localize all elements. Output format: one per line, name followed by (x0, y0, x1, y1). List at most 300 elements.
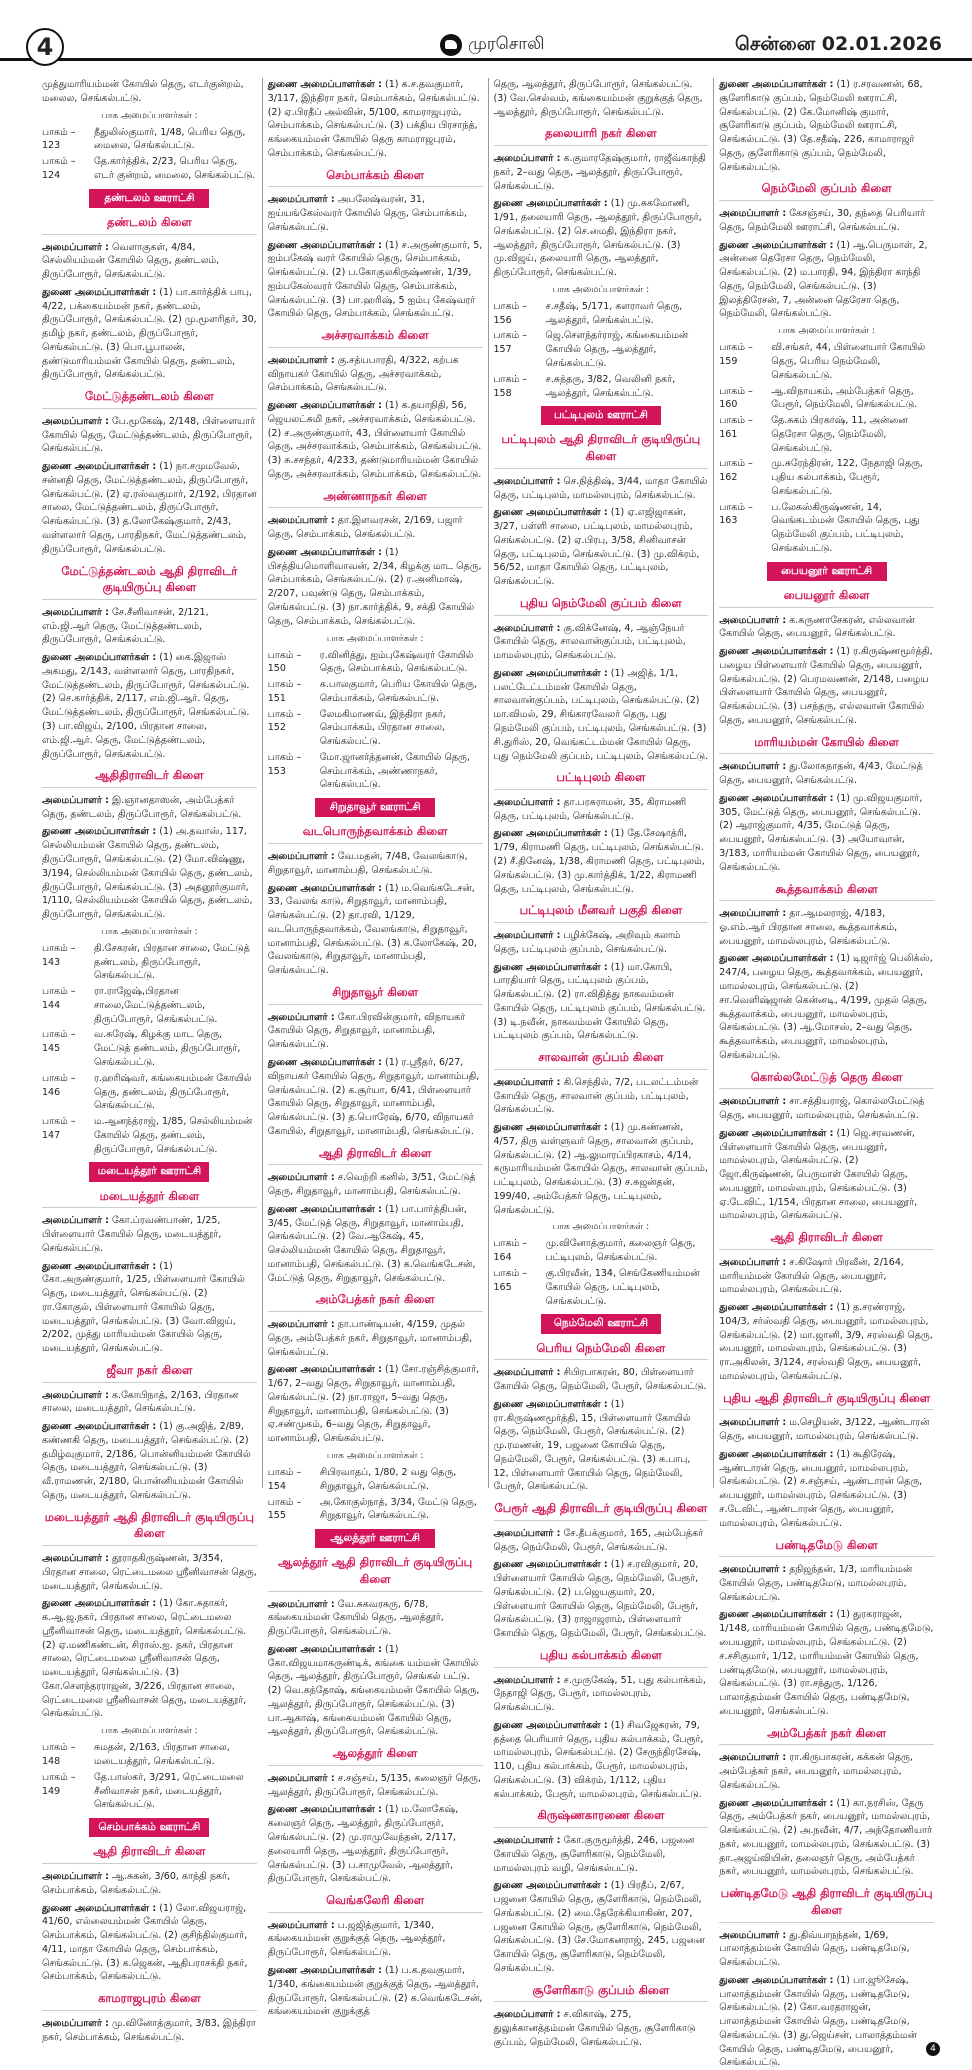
text: து.திவ்யாநந்தன், 1/69, பாலாத்தம்மன் கோயில் தெரு, பண்டிதமேடு, செங்கல்பட்டு. (719, 1929, 910, 1969)
part-number: பாகம் – 163 (719, 501, 753, 527)
part-text: ச.சுந்தரு, 3/82, வெலினி நகர், ஆலத்தூர், செங்கல்பட்டு. (545, 373, 676, 399)
part-text: ரா.ராஜேஷ்,பிரதான சாலை,மேட்டுத்தண்டலம், திருப்போரூர், செங்கல்பட்டு. (94, 986, 218, 1025)
branch-heading: பையனூர் கிளை (719, 587, 934, 608)
paragraph (719, 760, 934, 788)
subheading: பாக அமைப்பாளர்கள் : (326, 1450, 424, 1461)
label: அமைப்பாளர் : (719, 614, 787, 626)
part-text: ப.லேகஸ்கிருஷ்ணன், 14, வெங்கடம்மன் கோயில் தெரு, புது நெம்மேலி குப்பம், பட்டிபுலம், செங்கல்பட்டு. (771, 501, 920, 554)
label: துணை அமைப்பாளர்கள் : (42, 652, 157, 664)
paragraph (268, 546, 483, 629)
label: அமைப்பாளர் : (267, 1319, 335, 1331)
panchayat-band: செம்பாக்கம் ஊராட்சி (89, 1818, 209, 1837)
label: அமைப்பாளர் : (42, 1553, 109, 1565)
text: கோ.பிரவின்குமார், விநாயகர் கோயில் தெரு, சிறுதாவூர், மானாம்பதி, செங்கல்பட்டு. (267, 1011, 466, 1051)
label: அமைப்பாளர் : (719, 1564, 787, 1576)
branch-heading: சூளேரிகாடு குப்பம் கிளை (494, 1982, 709, 2003)
label: துணை அமைப்பாளர்கள் : (719, 1302, 834, 1314)
label: துணை அமைப்பாளர்கள் : (493, 1719, 608, 1731)
branch-heading: கூத்தவாக்கம் கிளை (719, 881, 934, 902)
part-text: மு.வினோத்குமார், கலைஞர் தெரு, பட்டிபுலம், செங்கல்பட்டு. (545, 1238, 696, 1264)
branch-heading: மேட்டுத்தண்டலம் ஆதி திராவிடர் குடியிருப்பு கிளை (42, 563, 257, 600)
text: (1) ஆ.பெருமாள், 2, அன்னை தெரேசா தெரு, நெம்மேலி, செங்கல்பட்டு. (2) ம.பாரதி, 94, இந்திரா காந்தி தெரு, நெம்மேலி, செங்கல்பட்டு. (3) இலத்திரேசன், 7, அன்னை தெரேசா தெரு, நெம்மேலி, செங்கல்பட்டு. (719, 239, 928, 320)
text: இ.ஞானதாஸன், அம்பேத்கர் தெரு, தண்டலம், திருப்போரூர், செங்கல்பட்டு. (42, 794, 242, 820)
text: (1) நா.சமுமவேல், சன்னதி தெரு, மேட்டுத்தண்டலம், திருப்போரூர், செங்கல்பட்டு. (2) ஏ.ரஸ்வகுமார், 2/192, பிரதான சாலை, மேட்டுத்தண்டலம், திருப்போரூர், செங்கல்பட்டு. (3) த.லோகேஷ்குமார், 2/43, வள்ளலார் தெரு, பாரதிநகர், மேட்டுத்தண்டலம், திருப்போரூர், செங்கல்பட்டு. (42, 461, 257, 555)
label: அமைப்பாளர் : (719, 1417, 787, 1429)
paragraph (42, 825, 257, 921)
part-number: பாகம் – 162 (719, 458, 753, 484)
paragraph (42, 1389, 257, 1417)
label: துணை அமைப்பாளர்கள் : (267, 400, 382, 412)
text: (1) பா.பார்த்திபன், 3/45, மேட்டுத் தெரு, சிறுதாவூர், மானாம்பதி, செங்கல்பட்டு. (2) வே.ஆகேஷ், 45, செல்லியம்மன் கோயில் தெரு, சிறுதாவூர், மானாம்பதி, செங்கல்பட்டு. (3) க.வெங்கடேசன், மேட்டுத் தெரு, சிறுதாவூர், செங்கல்பட்டு. (267, 1203, 476, 1284)
paragraph (42, 286, 257, 382)
branch-heading: அம்பேத்கர் நகர் கிளை (719, 1725, 934, 1746)
paragraph (268, 1964, 483, 2019)
paragraph (494, 1398, 709, 1494)
branch-heading: புதிய நெம்மேலி குப்பம் கிளை (494, 595, 709, 616)
part-text: ர.வினித்து, ஐம்புகேஷ்வரர் கோயில் தெரு, செம்பாக்கம், செங்கல்பட்டு. (319, 649, 474, 675)
text: (1) மு.கண்ணன், 4/57, திரு வள்ளுவர் தெரு, சாலவான் குப்பம், செங்கல்பட்டு. (2) ஆ.லுமாரப்பிரகாசம், 4/14, கருமாரியம்மன் கோயில் தெரு, சாலவான் குப்பம், பட்டிபுலம், செங்கல்பட்டு. (3) ச.சுஜன்தன், 199/40, அம்பேத்கர் தெரு, பட்டிபுலம், செங்கல்பட்டு. (493, 1122, 708, 1216)
text: ச.முருகேஷ், 51, புது கல்பாக்கம், நேதாஜி தெரு, பேரூர், மாமல்லபுரம், செங்கல்பட்டு. (493, 1674, 706, 1714)
text: மு.வினோத்குமார், 3/83, இந்திரா நகர், செம்பாக்கம், செங்கல்பட்டு. (42, 2017, 256, 2043)
part-text: அ.கோகுல்நாத், 3/34, மேட்டு தெரு, சிறுதாவூர், செங்கல்பட்டு. (319, 1496, 477, 1522)
paragraph (42, 2017, 257, 2045)
branch-heading: மேட்டுத்தண்டலம் கிளை (42, 388, 257, 409)
label: அமைப்பாளர் : (493, 1835, 561, 1847)
part-text: லேமகிமாணவ், இந்திரா நகர், செம்பாக்கம், பிரதான சாலை, செங்கல்பட்டு. (319, 708, 446, 748)
paragraph (42, 651, 257, 761)
part-text: சிபிரவாதப், 1/80, 2 வது தெரு, சிறுதாவூர், செங்கல்பட்டு. (319, 1466, 457, 1492)
panchayat-band: சிறுதாவூர் ஊராட்சி (315, 798, 435, 817)
text: (1) ர.கிருஷ்ணமூர்த்தி, பழைய பிள்ளையார் கோயில் தெரு, பையனூர், செங்கல்பட்டு. (2) பெரமவணன், 2/148, பழைய பிள்ளையார் கோயில் தெரு, பையனூர், செங்கல்பட்டு. (3) பசந்தரு, எல்லவான் கோயில் தெரு, பையனூர், செங்கல்பட்டு. (719, 646, 933, 726)
label: துணை அமைப்பாளர்கள் : (493, 1122, 608, 1134)
part-row (268, 1496, 483, 1524)
subheading: பாக அமைப்பாளர்கள் : (552, 284, 650, 295)
label: அமைப்பாளர் : (493, 1076, 561, 1088)
part-number: பாகம் – 155 (267, 1496, 302, 1522)
paragraph (268, 399, 483, 482)
paragraph (268, 239, 483, 322)
part-row (268, 649, 483, 677)
part-number: பாகம் – 164 (493, 1238, 528, 1264)
text: சே.தீபக்குமார், 165, அம்பேத்கர் தெரு, நெம்மேலி, பேரூர், செங்கல்பட்டு. (493, 1527, 704, 1553)
paragraph (719, 614, 934, 642)
text: ச.கிஷோர் பிரவீன், 2/164, மாரியம்மன் கோயில் தெரு, பையனூர், மாமல்லபுரம், செங்கல்பட்டு. (719, 1256, 904, 1296)
text: (1) மு.விஜயகுமார், 305, மேட்டுத் தெரு, பையனூர், செங்கல்பட்டு. (2) ஆராஜ்குமார், 4/35, மேட்டுத் தெரு, பையனூர், செங்கல்பட்டு. (3) அயோவான், 3/183, மாரியம்மன் கோயில் தெரு, பையனூர், செங்கல்பட்டு. (719, 792, 923, 873)
branch-heading: பெரிய நெம்மேலி கிளை (494, 1340, 709, 1361)
part-text: ர.ஹரிஷ்வர், கங்கையம்மன் கோயில் தெரு, தண்டலம், திருப்போரூர், செங்கல்பட்டு. (94, 1072, 252, 1112)
text: (1) சிவஜேகரன், 79, தத்தை பெரியார் தெரு, புதிய கல்பாக்கம், பேரூர், மாமல்லபுரம், செங்கல்பட்டு. (2) சேருந்திரசேஷ், 110, புதிய கல்பாக்கம், பேரூர், மாமல்லபுரம், செங்கல்பட்டு. (3) விக்ரம், 1/112, புதிய கல்பாக்கம், பேரூர், மாமல்லபுரம், செங்கல்பட்டு. (493, 1719, 704, 1800)
panchayat-band: பையனூர் ஊராட்சி (767, 562, 887, 581)
part-number: பாகம் – 153 (267, 751, 302, 777)
part-text: க.பாலகுமார், பெரிய கோயில் தெரு, செம்பாக்கம், செங்கல்பட்டு. (319, 679, 478, 704)
paragraph (42, 1870, 257, 1898)
label: துணை அமைப்பாளர்கள் : (493, 1559, 608, 1571)
label: அமைப்பாளர் : (267, 1598, 335, 1610)
label: துணை அமைப்பாளர்கள் : (267, 1643, 382, 1655)
paragraph (268, 1011, 483, 1052)
branch-heading: செம்பாக்கம் கிளை (268, 167, 483, 188)
text: (1) ம.வெங்கடேசன், 33, வேலங் காடு, சிறுதாவூர், மானாம்பதி, செங்கல்பட்டு. (2) தா.ரவி, 1/129, வடபொருந்தவாக்கம், வேலங்காடு, சிறுதாவூர், மானாம்பதி, செங்கல்பட்டு. (3) க.லோகேஷ், 20, வேலங்காடு, சிறுதாவூர், மானாம்பதி, செங்கல்பட்டு. (267, 882, 477, 977)
part-row (42, 1028, 257, 1069)
part-number: பாகம் – 157 (493, 330, 528, 356)
text: வெளாகுகள், 4/84, செல்லியம்மன் கோயில் தெரு, தண்டலம், திருப்போரூர், செங்கல்பட்டு. (42, 241, 220, 281)
text: (1) தே.சேஷாத்ரி, 1/79, கிராமணி தெரு, பட்டிபுலம், செங்கல்பட்டு. (2) சீ.தினேஷ், 1/38, கிராமணி தெரு, பட்டிபுலம், செங்கல்பட்டு. (3) மு.கார்த்திக், 1/22, கிராமணி தெரு, பட்டிபுலம், செங்கல்பட்டு. (493, 828, 705, 895)
subheading: பாக அமைப்பாளர்கள் : (101, 926, 198, 937)
paragraph (494, 827, 709, 896)
paragraph (268, 193, 483, 234)
part-row (42, 1771, 257, 1812)
text: சே.சீனிவாசன், 2/121, எம்.ஜி.ஆர் தெரு, மேட்டுத்தண்டலம், திருப்போரூர், செங்கல்பட்டு. (42, 606, 209, 646)
paragraph (268, 1318, 483, 1359)
label: அமைப்பாளர் : (267, 1011, 335, 1023)
label: அமைப்பாளர் : (42, 1215, 109, 1227)
branch-heading: ஜீவா நகர் கிளை (42, 1362, 257, 1383)
text: (1) பா.ஜூசேஷ், பாலாத்தம்மன் கோயில் தெரு, பண்டிதமேடு, செங்கல்பட்டு. (2) கோ.வரதராஜன், பாலாத்தம்மன் கோயில் தெரு, பண்டிதமேடு, செங்கல்பட்டு. (3) து.ஜெய்சன், பாலாத்தம்மன் கோயில் தெரு, பண்டிதமேடு, பையனூர், செங்கல்பட்டு. (719, 1974, 917, 2069)
label: துணை அமைப்பாளர்கள் : (267, 882, 382, 894)
text: (1) பிரதீப், 2/67, பஜனை கோயில் தெரு, சூளேரிகாடு, நெம்மேலி, செங்கல்பட்டு. (2) மை.தேரேக்கியாகிண், 207, பஜனை கோயில் தெரு, சூளேரிகாடு, நெம்மேலி, செங்கல்பட்டு. (3) சே.மோகனராஜ், 245, பஜனை கோயில் தெரு, சூளேரிகாடு, நெம்மேலி, செங்கல்பட்டு. (493, 1880, 705, 1975)
paragraph (268, 1171, 483, 1199)
text: ம.செழியன், 3/122, ஆண்டாரன் தெரு, பையனூர், மாமல்லபுரம், செங்கல்பட்டு. (719, 1417, 930, 1443)
part-number: பாகம் – 156 (493, 300, 528, 326)
paragraph (719, 792, 934, 875)
label: அமைப்பாளர் : (719, 208, 787, 220)
paragraph (494, 1879, 709, 1975)
subheading: பாக அமைப்பாளர்கள் : (101, 110, 198, 121)
part-number: பாகம் – 148 (42, 1742, 76, 1768)
paragraph (494, 1121, 709, 1217)
label: அமைப்பாளர் : (42, 1389, 109, 1401)
label: துணை அமைப்பாளர்கள் : (267, 546, 382, 558)
part-row (494, 373, 709, 401)
paragraph (719, 207, 934, 235)
paragraph (42, 415, 257, 456)
part-row (719, 341, 934, 382)
paragraph (42, 606, 257, 647)
text: கி.செந்தில், 7/2, படலட்டம்மன் கோயில் தெரு, சாலவான் குப்பம், பட்டிபுலம், செங்கல்பட்டு. (493, 1076, 699, 1116)
part-row (268, 678, 483, 706)
paragraph (42, 1214, 257, 1255)
text: கோ.ப்ரவண்பாண், 1/25, பிள்ளையார் கோயில் தெரு, மடையத்தூர், செங்கல்பட்டு. (42, 1215, 222, 1254)
masthead (440, 34, 545, 56)
label: துணை அமைப்பாளர்கள் : (719, 1609, 834, 1621)
text: ச.சஞ்சய், 5/135, கலைஞர் தெரு, ஆலத்தூர், திருப்போரூர், செங்கல்பட்டு. (267, 1772, 481, 1798)
branch-heading: மடையத்தூர் ஆதி திராவிடர் குடியிருப்பு கிளை (42, 1509, 257, 1546)
label: துணை அமைப்பாளர்கள் : (267, 1965, 382, 1977)
part-text: தே.பாஸ்கர், 3/291, ரெட்டைமலை சீனிவாசன் நகர், மடையத்தூர், செங்கல்பட்டு. (94, 1771, 244, 1811)
text: (1) லோ.விஜயராஜ், 41/60, எல்லையம்மன் கோயில் தெரு, செம்பாக்கம், செங்கல்பட்டு. (2) குசிந்தில்குமார், 4/11, மாதா கோயில் தெரு, செம்பாக்கம், செங்கல்பட்டு. (3) க.ஜெகன், ஆதிபராசக்தி நகர், செம்பாக்கம், செங்கல்பட்டு. (42, 1902, 248, 1983)
part-row (42, 985, 257, 1026)
text: நா.பாண்டியன், 4/159, முதல் தெரு, அம்பேத்கர் நகர், சிறுதாவூர், மானாம்பதி, செங்கல்பட்டு. (267, 1319, 473, 1358)
branch-heading: மாரியம்மன் கோயில் கிளை (719, 734, 934, 755)
label: அமைப்பாளர் : (267, 354, 335, 366)
paragraph (42, 1552, 257, 1593)
branch-heading: நெம்மேலி குப்பம் கிளை (719, 180, 934, 201)
panchayat-band: பட்டிபுலம் ஊராட்சி (541, 406, 661, 425)
text: (1) மா.கோபி, பாரதியார் தெரு, பட்டிபுலம் குப்பம், செங்கல்பட்டு. (2) ரா.விதித்து நாகவம்மன் கோயில் தெரு, பட்டிபுலம் குப்பம், செங்கல்பட்டு. (3) டி.நவீன், நாகவம்மன் கோயில் தெரு, பட்டிபுலம் குப்பம், செங்கல்பட்டு. (493, 961, 706, 1042)
paragraph (719, 952, 934, 1062)
text: (1) ம.லோகேஷ், கலைஞர் தெரு, ஆலத்தூர், திருப்போரூர், செங்கல்பட்டு. (2) மு.ராமுவேந்தன், 2/117, தலையாரி தெரு, ஆலத்தூர், திருப்போரூர், செங்கல்பட்டு. (3) ப.சாமுவேல், ஆலத்தூர், திருப்போரூர், செங்கல்பட்டு. (267, 1804, 459, 1885)
label: அமைப்பாளர் : (719, 1256, 787, 1268)
branch-heading: ஆதி திராவிடர் கிளை (719, 1229, 934, 1250)
paragraph (494, 929, 709, 957)
label: அமைப்பாளர் : (42, 241, 109, 253)
part-row (268, 708, 483, 749)
label: துணை அமைப்பாளர்கள் : (42, 1598, 157, 1610)
paragraph (719, 645, 934, 728)
label: அமைப்பாளர் : (493, 1674, 561, 1686)
paragraph (268, 78, 483, 161)
part-text: கு.பிரவீன், 134, செங்கேணியம்மன் கோயில் தெரு, பட்டிபுலம், செங்கல்பட்டு. (545, 1268, 700, 1307)
paragraph (268, 1598, 483, 1639)
text: பழிக்கேஷ், அறிவும் கலாம் தெரு, பட்டிபுலம் குப்பம், செங்கல்பட்டு. (493, 929, 681, 955)
label: அமைப்பாளர் : (42, 794, 109, 806)
part-row (494, 1237, 709, 1265)
paragraph (268, 354, 483, 395)
label: துணை அமைப்பாளர்கள் : (267, 239, 382, 251)
text: (1) சோ.ரஞ்சித்குமார், 1/67, 2–வது தெரு, சிறுதாவூர், மானாம்பதி, செங்கல்பட்டு. (2) நா.ராஜா, 5–வது தெரு, சிறுதாவூர், மானாம்பதி, செங்கல்பட்டு. (3) ஏ.சண்முகம், 6–வது தெரு, சிறுதாவூர், மானாம்பதி, செங்கல்பட்டு. (267, 1364, 480, 1445)
footer-page-number: 4 (926, 2042, 940, 2056)
text: (1) ர.ஸ்ரீதர், 6/27, விநாயகர் கோயில் தெரு, சிறுதாவூர், மானாம்பதி, செங்கல்பட்டு. (2) க.சூர்யா, 6/41, பிள்ளையார் கோயில் தெரு, சிறுதாவூர், மானாம்பதி, செங்கல்பட்டு. (3) த.பொரேஷ், 6/70, விநாயகர் கோயில், சிறுதாவூர், மானாம்பதி, செங்கல்பட்டு. (267, 1056, 480, 1137)
part-text: தி.சேகரன், பிரதான சாலை, மேட்டுத் தண்டலம், திருப்போரூர், செங்கல்பட்டு. (94, 942, 250, 982)
text: வே.சுகவரசுரு, 6/78, கங்கையம்மன் கோயில் தெரு, ஆலத்தூர், திருப்போரூர், செங்கல்பட்டு. (267, 1598, 444, 1638)
label: அமைப்பாளர் : (267, 851, 335, 863)
text: ஆ.சுகன், 3/60, காந்தி நகர், செம்பாக்கம், செங்கல்பட்டு. (42, 1871, 230, 1896)
label: அமைப்பாளர் : (267, 194, 335, 206)
label: அமைப்பாளர் : (719, 1096, 787, 1108)
label: துணை அமைப்பாளர்கள் : (719, 1797, 834, 1809)
subheading: பாக அமைப்பாளர்கள் : (101, 1726, 198, 1737)
text: (1) கு.அஜித், 2/89, கண்ணகி தெரு, மடையத்தூர், செங்கல்பட்டு. (2) தமிழ்வுகுமார், 2/186, பொன்னியம்மன் கோயில் தெரு, மடையத்தூர், செங்கல்பட்டு. (3) வீ.ராமணன், 2/180, பொன்னியம்மன் கோயில் தெரு, மடையத்தூர், செங்கல்பட்டு. (42, 1421, 251, 1501)
paragraph (268, 1203, 483, 1286)
paragraph (494, 667, 709, 763)
text: க.கோபிநாத், 2/163, பிரதான சாலை, மடையத்தூர், செங்கல்பட்டு. (42, 1389, 239, 1415)
label: அமைப்பாளர் : (719, 761, 787, 773)
part-number: பாகம் – 146 (42, 1072, 76, 1098)
paragraph (494, 796, 709, 824)
label: துணை அமைப்பாளர்கள் : (42, 1902, 157, 1914)
paragraph (719, 1608, 934, 1718)
text: ப.ஜஜித்குமார், 1/340, கங்கையம்மன் குறுக்குத் தெரு, ஆலத்தூர், திருப்போரூர், செங்கல்பட்டு. (267, 1919, 446, 1959)
paragraph (719, 239, 934, 322)
part-number: பாகம் – 159 (719, 342, 753, 367)
branch-heading: அச்சரவாக்கம் கிளை (268, 327, 483, 348)
branch-heading: தலையாரி நகர் கிளை (494, 125, 709, 146)
part-row (494, 329, 709, 370)
paragraph (42, 1902, 257, 1985)
paragraph (268, 1643, 483, 1739)
part-number: பாகம் – 143 (42, 942, 76, 968)
text: தா.பரசுராமன், 35, கிராமணி தெரு, பட்டிபுலம், செங்கல்பட்டு. (493, 796, 687, 822)
panchayat-band: ஆலத்தூர் ஊராட்சி (315, 1529, 435, 1548)
paragraph (719, 1095, 934, 1123)
label: அமைப்பாளர் : (267, 515, 335, 527)
text: (1) பிசத்தியமொளிவாவன், 2/34, கிழக்கு மாட தெரு, செம்பாக்கம், செங்கல்பட்டு. (2) ர.அனிமாஷ், 2/207, பவுண்டு தெரு, செம்பாக்கம், செங்கல்பட்டு. (3) நா.கார்த்திக், 9, சக்தி கோயில் தெரு, செம்பாக்கம், செங்கல்பட்டு. (267, 546, 482, 627)
column-3 (489, 78, 715, 2048)
paragraph (42, 794, 257, 822)
paragraph (494, 1527, 709, 1555)
paragraph (719, 1563, 934, 1604)
part-row (719, 385, 934, 413)
label: துணை அமைப்பாளர்கள் : (719, 1448, 834, 1460)
label: அமைப்பாளர் : (719, 1752, 787, 1764)
label: துணை அமைப்பாளர்கள் : (719, 646, 834, 658)
branch-heading: ஆதி திராவிடர் கிளை (42, 1843, 257, 1864)
text: (1) மு.சுகமோணி, 1/91, தலையாரி தெரு, ஆலத்தூர், திருப்போரூர், செங்கல்பட்டு. (2) செ.மைதி, இந்திரா நகர், ஆலத்தூர், திருப்போரூர், செங்கல்பட்டு. (3) மு.விஜய், தலையாரி தெரு, ஆலத்தூர், திருப்போரூர், செங்கல்பட்டு. (493, 198, 702, 279)
paragraph (42, 1420, 257, 1503)
part-number: பாகம் – 123 (42, 126, 76, 152)
part-row (719, 414, 934, 455)
branch-heading: ஆதி திராவிடர் கிளை (268, 1145, 483, 1166)
branch-heading: தண்டலம் கிளை (42, 214, 257, 235)
text: (1) த.சரண்ராஜ், 104/3, சர்ஸ்வதி தெரு, பையனூர், மாமல்லபுரம், செங்கல்பட்டு. (2) மா.ஜானி, 3/9, சரஸ்வதி தெரு, பையனூர், மாமல்லபுரம், செங்கல்பட்டு. (3) ரா.அகிலன், 3/124, சரஸ்வதி தெரு, பையனூர், மாமல்லபுரம், செங்கல்பட்டு. (719, 1302, 933, 1382)
text: (1) கா.நரசிஸ், தேரு தெரு, அம்பேத்கர் நகர், பையனூர், மாமல்லபுரம், செங்கல்பட்டு. (2) அ.நவீன், 4/7, அந்தோணியார் நகர், பையனூர், மாமல்லபுரம், செங்கல்பட்டு. (3) தா.அஜய்வியின், தலைஞர் தெரு, அம்பேத்கர் நகர், பையனூர், மாமல்லபுரம், செங்கல்பட்டு. (719, 1797, 932, 1878)
subheading: பாக அமைப்பாளர்கள் : (552, 1222, 650, 1233)
part-row (268, 751, 483, 792)
part-text: ஜெ.சௌந்தர்ராஜ், கங்கையம்மன் கோயில் தெரு, ஆலத்தூர், செங்கல்பட்டு. (545, 330, 689, 369)
paragraph (494, 2008, 709, 2049)
text: (1) ரா.கிருஷ்ணமூர்த்தி, 15, பிள்ளையார் கோயில் தெரு, நெம்மேலி, பேரூர், செங்கல்பட்டு. (2) மு.ரமணன், 19, பஜனை கோயில் தெரு, நெம்மேலி, பேரூர், செங்கல்பட்டு. (3) சு.பாபு, 12, பிள்ளையார் கோயில் தெரு, நெம்மேலி, பேரூர், செங்கல்பட்டு. (493, 1398, 691, 1493)
label: அமைப்பாளர் : (42, 2017, 109, 2029)
paragraph (494, 197, 709, 280)
part-text: வி.சங்கர், 44, பிள்ளையார் கோயில் தெரு, பெரிய நெம்மேலி, செங்கல்பட்டு. (771, 342, 926, 381)
page-header (0, 0, 972, 61)
text: சா.சத்தியராஜ், கொல்லமேட்டுத் தெரு, பையனூர், மாமல்லபுரம், செங்கல்பட்டு. (719, 1096, 925, 1122)
paragraph (42, 1597, 257, 1721)
label: அமைப்பாளர் : (493, 796, 561, 808)
part-text: மு.சுரேந்திரன், 122, நேதாஜி தெரு, புதிய கல்பாக்கம், பேரூர், செங்கல்பட்டு. (771, 458, 923, 497)
label: துணை அமைப்பாளர்கள் : (493, 198, 608, 210)
newspaper-logo-icon (440, 34, 462, 56)
part-row (268, 1466, 483, 1494)
paragraph (494, 152, 709, 193)
label: துணை அமைப்பாளர்கள் : (493, 1880, 608, 1892)
branch-heading: காமராஜபுரம் கிளை (42, 1990, 257, 2011)
paragraph (719, 1127, 934, 1223)
paragraph (494, 1834, 709, 1875)
dateline: சென்னை 02.01.2026 (735, 33, 942, 55)
branch-heading: அம்பேத்கர் நகர் கிளை (268, 1291, 483, 1312)
text: (1) க.ச.தவகுமார், 3/117, இந்திரா நகர், செம்பாக்கம், செங்கல்பட்டு. (2) ஏ.பிரதீப் அல்வின், 5/100, காமராஜபுரம், செம்பாக்கம், செங்கல்பட்டு. (3) பக்திய பிரசாந்த், கங்கையம்மன் கோயில் தெரு காமராஜபுரம், செம்பாக்கம், செங்கல்பட்டு. (267, 79, 480, 159)
part-text: ச.சதீஷ், 5/171, களராவர் தெரு, ஆலத்தூர், செங்கல்பட்டு. (545, 300, 683, 326)
paragraph (42, 241, 257, 282)
branch-heading: புதிய கல்பாக்கம் கிளை (494, 1647, 709, 1668)
text: கேசஞ்சய், 30, தந்தை பெரியார் தெரு, நெம்மேலி ஊராட்சி, செங்கல்பட்டு. (719, 208, 925, 233)
text: (1) ஏ.எஜிஜாகன், 3/27, பள்ளி சாலை, பட்டிபுலம், மாமல்லபுரம், செங்கல்பட்டு. (2) ஏ.பிரபு, 3/58, சினிவாசன் தெரு, பட்டிபுலம், செங்கல்பட்டு. (3) மு.விக்ரம், 56/52, மாதா கோயில் தெரு, பட்டிபுலம், செங்கல்பட்டு. (493, 507, 700, 588)
paragraph (494, 506, 709, 589)
part-number: பாகம் – 158 (493, 373, 528, 399)
label: அமைப்பாளர் : (493, 1527, 561, 1539)
branch-heading: ஆலத்தூர் கிளை (268, 1745, 483, 1766)
label: துணை அமைப்பாளர்கள் : (267, 1056, 382, 1068)
label: அமைப்பாளர் : (493, 475, 561, 487)
part-number: பாகம் – 161 (719, 415, 753, 440)
paragraph (268, 850, 483, 878)
paragraph (719, 1416, 934, 1444)
branch-heading: மடையத்தூர் கிளை (42, 1188, 257, 1209)
text: (1) துரகராஜன், 1/148, மாரியம்மன் கோயில் தெரு, பண்டிதமேடு, பையனூர், மாமல்லபுரம், செங்கல்பட்டு. (2) ச.சசிகுமார், 1/12, மாரியம்மன் கோயில் தெரு, பண்டிதமேடு, பையனூர், மாமல்லபுரம், செங்கல்பட்டு. (3) ரா.சந்துரு, 1/126, பாலாத்தம்மன் கோயில் தெரு, பண்டிதமேடு, பையனூர், செங்கல்பட்டு. (719, 1609, 934, 1717)
part-number: பாகம் – 150 (267, 649, 302, 675)
label: துணை அமைப்பாளர்கள் : (719, 1974, 834, 1986)
label: அமைப்பாளர் : (493, 622, 561, 634)
label: துணை அமைப்பாளர்கள் : (719, 1127, 834, 1139)
paragraph (268, 1363, 483, 1446)
part-number: பாகம் – 147 (42, 1116, 76, 1141)
subheading: பாக அமைப்பாளர்கள் : (778, 326, 875, 337)
paragraph (494, 961, 709, 1044)
text: (1) பா.கார்த்திக் பாபு, 4/22, பக்கையம்மன் நகர், தண்டலம், திருப்போரூர், செங்கல்பட்டு. (2) மு.மூளரிதர், 30, தமிழ் நகர், தண்டலம், திருப்போரூர், செங்கல்பட்டு. (3) பொ.பூபாலன், தண்டுமாரியம்மன் கோயில் தெரு, தண்டலம், திருப்போரூர், செங்கல்பட்டு. (42, 286, 257, 381)
paragraph (494, 1558, 709, 1641)
text: பே.மூகேஷ், 2/148, பிள்ளையார் கோயில் தெரு, மேட்டுத்தண்டலம், திருப்போரூர், செங்கல்பட்டு. (42, 415, 256, 455)
label: துணை அமைப்பாளர்கள் : (719, 792, 834, 804)
label: துணை அமைப்பாளர்கள் : (493, 961, 608, 973)
text: (1) அ.தவாஸ், 117, செல்லியம்மன் கோயில் தெரு, தண்டலம், திருப்போரூர், செங்கல்பட்டு. (2) மோ.விஷ்ணு, 3/194, செல்லியம்மன் கோயில் தெரு, தண்டலம், திருப்போரூர், செங்கல்பட்டு. (3) அதனூர்குமார், 1/110, செல்லியம்மன் கோயில் தெரு, தண்டலம், திருப்போரூர், செங்கல்பட்டு. (42, 826, 253, 921)
paragraph (719, 78, 934, 174)
label: அமைப்பாளர் : (493, 929, 561, 941)
text: (1) ர.சரவணன், 68, சூளேரிகாடு குப்பம், நெம்மேலி ஊராட்சி, செங்கல்பட்டு. (2) கே.மோனிஷ் குமார், சூளேரிகாடு குப்பம், நெம்மேலி ஊராட்சி, செங்கல்பட்டு. (3) தே.சதீஷ், 226, காமாராஜர் தெரு, சூளேரிகாடு குப்பம், நெம்மேலி, செங்கல்பட்டு. (719, 79, 923, 173)
subheading: பாக அமைப்பாளர்கள் : (326, 633, 424, 644)
branch-heading: அண்ணாநகர் கிளை (268, 488, 483, 509)
newspaper-name: முரசொலி (468, 34, 545, 54)
label: துணை அமைப்பாளர்கள் : (493, 1398, 608, 1410)
branch-heading: புதிய ஆதி திராவிடர் குடியிருப்பு கிளை (719, 1390, 934, 1411)
text: வே.மதன், 7/48, வேலங்காடு, சிறுதாவூர், மானாம்பதி, செங்கல்பட்டு. (267, 851, 468, 876)
label: அமைப்பாளர் : (267, 1172, 335, 1184)
part-text: மோ.ஜானர்த்தனன், கோயில் தெரு, செம்பாக்கம், அண்ணாநகர், செங்கல்பட்டு. (319, 751, 470, 791)
branch-heading: கொல்லமேட்டுத் தெரு கிளை (719, 1069, 934, 1090)
part-number: பாகம் – 144 (42, 986, 76, 1011)
text: (1) க.தயாநிதி, 56, ஜெயலட்சுமி நகர், அச்சரவாக்கம், செங்கல்பட்டு. (2) ச.அருண்குமார், 43, பிள்ளையார் கோயில் தெரு, அச்சரவாக்கம், செம்பாக்கம், செங்கல்பட்டு. (3) சு.சசந்தர், 4/233, தண்டுமாரியம்மன் கோயில் தெரு, அச்சரவாக்கம், செம்பாக்கம், செங்கல்பட்டு. (267, 400, 482, 480)
part-row (494, 1267, 709, 1308)
part-number: பாகம் – 151 (267, 679, 302, 704)
text: கு.விக்னேஷ், 4, ஆஞ்நேயர் கோயில் தெரு, சாலவான்குப்பம், பட்டிபுலம், மாமல்லபுரம், செங்கல்பட்டு. (493, 622, 686, 662)
branch-heading: பட்டிபுலம் மீனவர் பகுதி கிளை (494, 902, 709, 923)
part-row (42, 1115, 257, 1156)
label: அமைப்பாளர் : (719, 908, 787, 920)
label: துணை அமைப்பாளர்கள் : (493, 828, 608, 840)
label: துணை அமைப்பாளர்கள் : (719, 79, 834, 90)
part-row (719, 457, 934, 498)
label: துணை அமைப்பாளர்கள் : (267, 1364, 382, 1376)
paragraph (494, 1076, 709, 1117)
branch-heading: ஆலத்தூர் ஆதி திராவிடர் குடியிருப்பு கிளை (268, 1554, 483, 1591)
part-number: பாகம் – 124 (42, 156, 76, 181)
label: அமைப்பாளர் : (42, 415, 109, 427)
label: துணை அமைப்பாளர்கள் : (493, 667, 608, 679)
text: (1) கை.இஜாஸ் அகமது, 2/143, வள்ளலார் தெரு, பாரதிநகர், மேட்டுத்தண்டலம், திருப்போரூர், செங்கல்பட்டு. (2) செ.கார்த்திக், 2/117, எம்.ஜி.ஆர். தெரு, மேட்டுத்தண்டலம், திருப்போரூர், செங்கல்பட்டு. (3) பா.விஜய், 2/100, பிரதான சாலை, எம்.ஜி.ஆர். தெரு, மேட்டுத்தண்டலம், திருப்போரூர், செங்கல்பட்டு. (42, 652, 250, 760)
branch-heading: பட்டிபுலம் கிளை (494, 769, 709, 790)
part-text: வ.சுரேஷ், கிழக்கு மாட தெரு, மேட்டுத் தண்டலம், திருப்போரூர், செங்கல்பட்டு. (94, 1029, 241, 1069)
paragraph: முத்துமாரியம்மன் கோயில் தெரு, எடர்குன்றம், மலைல, செங்கல்பட்டு. (42, 79, 244, 104)
part-row (42, 1072, 257, 1113)
branch-heading: பேரூர் ஆதி திராவிடர் குடியிருப்பு கிளை (494, 1500, 709, 1521)
paragraph (494, 1366, 709, 1394)
label: துணை அமைப்பாளர்கள் : (719, 239, 834, 251)
branch-heading: வடபொருந்தவாக்கம் கிளை (268, 823, 483, 844)
article-columns (37, 78, 939, 2069)
branch-heading: ஆதிதிராவிடர் கிளை (42, 767, 257, 788)
paragraph (494, 1674, 709, 1715)
label: துணை அமைப்பாளர்கள் : (493, 507, 608, 519)
paragraph (268, 514, 483, 542)
part-number: பாகம் – 149 (42, 1771, 76, 1797)
label: அமைப்பாளர் : (267, 1772, 335, 1784)
branch-heading: சிறுதாவூர் கிளை (268, 984, 483, 1005)
text: (1) ஜெ.சரவணன், பிள்ளையார் கோயில் தெரு, பையனூர், மாமல்லபுரம், செங்கல்பட்டு. (2) ஜோ.கிருஷ்ணன், பெருமாள் கோயில் தெரு, பையனூர், மாமல்லபுரம், செங்கல்பட்டு. (3) ஏ.டேவிட், 1/154, பிரதான சாலை, பையனூர், மாமல்லபுரம், செங்கல்பட்டு. (719, 1127, 918, 1222)
paragraph (42, 1260, 257, 1356)
panchayat-band: மடையத்தூர் ஊராட்சி (89, 1162, 209, 1181)
text: தா.ஆமலராஜ், 4/183, ஓ.எம்.ஆர் பிரதான சாலை, கூத்தவாக்கம், பையனூர், மாமல்லபுரம், செங்கல்பட்டு. (719, 908, 898, 947)
label: அமைப்பாளர் : (493, 1367, 561, 1379)
